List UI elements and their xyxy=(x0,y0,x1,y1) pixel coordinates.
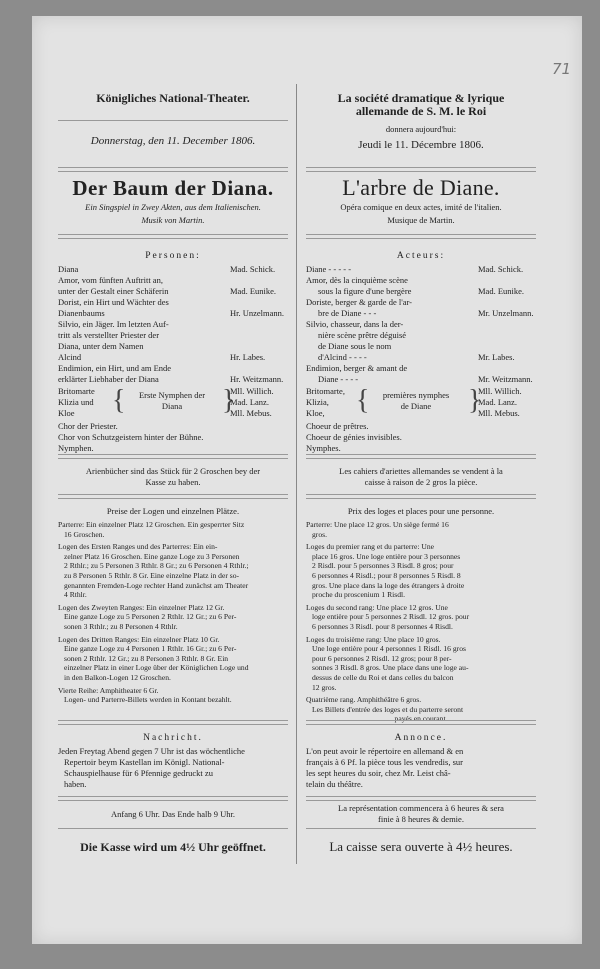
cast-row xyxy=(58,319,288,330)
chorus-line: Choeur de génies invisibles. xyxy=(306,432,402,442)
role: Alcind xyxy=(58,352,82,362)
divider xyxy=(306,494,536,499)
music-fr: Musique de Martin. xyxy=(387,215,455,225)
actor: Mr. Labes. xyxy=(478,352,515,362)
start-time-de: Anfang 6 Uhr. Das Ende halb 9 Uhr. xyxy=(111,809,235,819)
cast-row xyxy=(306,374,536,385)
notice-heading-de: Nachricht. xyxy=(143,733,203,743)
role: Amor, dès la cinquième scène xyxy=(306,275,408,285)
persons-heading: Personen: xyxy=(145,251,201,261)
actor: Mr. Weitzmann. xyxy=(478,374,533,384)
price-block: Quatrième rang. Amphithéâtre 6 gros. Les Billets d'entrée des loges et du parterre seront payés en courant. xyxy=(306,695,464,724)
start-time-fr: La représentation commencera à 6 heures & sera finie à 8 heures & demie. xyxy=(338,803,504,824)
role: sous la figure d'une bergère xyxy=(318,286,412,296)
chorus-line: Chor der Priester. xyxy=(58,421,118,431)
role: Diane - - - - - xyxy=(306,264,352,274)
nymphs-group-de xyxy=(58,386,288,419)
role: Dianenbaums xyxy=(58,308,105,318)
divider xyxy=(58,454,288,459)
cast-row xyxy=(58,363,288,374)
nymph-name: Britomarte xyxy=(58,386,95,396)
price-block: Loges du second rang: Une place 12 gros. Une loge entière pour 5 personnes 2 Risdl. 12 gros. pour 6 personnes 3 Risdl. pour 8 personnes 4 Risdl. xyxy=(306,602,470,631)
divider xyxy=(306,167,536,172)
role: Doriste, berger & garde de l'ar- xyxy=(306,297,412,307)
cast-row xyxy=(58,275,288,286)
nymph-desc: Diana xyxy=(161,401,183,411)
cast-row xyxy=(306,286,536,297)
role: Diana xyxy=(58,264,79,274)
nymph-desc: premières nymphes xyxy=(382,390,450,400)
notice-fr: L'on peut avoir le répertoire en allemand & en français à 6 Pf. la pièce tous les vendredis, sur les sept heures du soir, chez Mr. Leist châ- telain du théâtre. xyxy=(306,746,464,789)
cast-row xyxy=(306,341,536,352)
role: Endimion, ein Hirt, und am Ende xyxy=(58,363,172,373)
role: Diana, unter dem Namen xyxy=(58,341,144,351)
prices-fr xyxy=(306,520,536,724)
nymphs-group-fr xyxy=(306,386,536,419)
price-block: Vierte Reihe: Amphitheater 6 Gr. Logen- und Parterre-Billets werden in Kontant bezahlt. xyxy=(58,685,232,705)
cast-row xyxy=(306,275,536,286)
cast-row xyxy=(58,352,288,363)
cast-row xyxy=(58,341,288,352)
divider xyxy=(306,828,536,829)
nymph-name: Kloe xyxy=(58,408,75,418)
price-block: Logen des Dritten Ranges: Ein einzelner Platz 10 Gr. Eine ganze Loge zu 4 Personen 1 Rthlr. 16 Gr.; zu 6 Per- sonen 2 Rthlr. 12 Gr.; zu 8 Personen 3 Rthlr. 8 Gr. Ein einzelner Platz in einer Loge über der Königlichen Loge und in den Balkon-Logen 12 Groschen. xyxy=(58,634,249,682)
cast-row xyxy=(306,297,536,308)
music-de: Musik von Martin. xyxy=(141,215,205,225)
donnera-fr: donnera aujourd'hui: xyxy=(385,124,457,134)
cast-row xyxy=(58,297,288,308)
actor: Mll. Willich. xyxy=(478,386,522,396)
title-de: Der Baum der Diana. xyxy=(72,176,274,200)
arias-note-de: Arienbücher sind das Stück für 2 Groschen bey der Kasse zu haben. xyxy=(85,466,261,487)
prices-heading-fr: Prix des loges et places pour une personne. xyxy=(347,506,495,516)
divider xyxy=(306,234,536,239)
role: erklärter Liebhaber der Diana xyxy=(58,374,159,384)
notice-de: Jeden Freytag Abend gegen 7 Uhr ist das wöchentliche Repertoir beym Kastellan im Königl. National- Schauspielhause für 6 Pfennige gedruckt zu haben. xyxy=(58,746,245,789)
subtitle-fr: Opéra comique en deux actes, imité de l'italien. xyxy=(340,202,502,212)
price-block: Logen des Zweyten Ranges: Ein einzelner Platz 12 Gr. Eine ganze Loge zu 5 Personen 2 Rthlr. 12 Gr.; zu 6 Per- sonen 3 Rthlr.; zu 8 Personen 4 Rthlr. xyxy=(58,602,237,631)
price-block: Loges du premier rang et du parterre: Une place 16 gros. Une loge entière pour 3 personnes 2 Risdl. pour 5 personnes 3 Risdl. 8 gros; pour 6 personnes 4 Risdl.; pour 8 personnes 5 Risdl. 8 gros. Une place dans la loge des étrangers à droite proche du proscenium 1 Risdl. xyxy=(306,542,465,600)
theatre-name-de: Königliches National-Theater. xyxy=(96,91,250,105)
nymph-desc: Erste Nymphen der xyxy=(138,390,206,400)
cast-list-fr xyxy=(306,264,536,385)
divider xyxy=(58,167,288,172)
chorus-de xyxy=(58,421,288,454)
brace-icon: } xyxy=(468,385,482,416)
chorus-line: Choeur de prêtres. xyxy=(306,421,369,431)
role: nière scène prêtre déguisé xyxy=(318,330,407,340)
actor: Mad. Eunike. xyxy=(478,286,525,296)
prices-de xyxy=(58,520,288,705)
price-block: Loges du troisième rang: Une place 10 gros. Une loge entière pour 4 personnes 1 Risdl. 16 gros pour 6 personnes 2 Risdl. 12 gros; pour 8 per- sonnes 3 Risdl. 8 gros. Une place dans une loge au- dessus de celle du Roi et dans celles du balcon 12 gros. xyxy=(306,634,469,692)
divider xyxy=(58,494,288,499)
actor: Mll. Mebus. xyxy=(230,408,272,418)
actor: Mll. Willich. xyxy=(230,386,274,396)
cast-row xyxy=(58,330,288,341)
chorus-line: Nymphes. xyxy=(306,443,341,453)
notice-heading-fr: Annonce. xyxy=(394,733,448,743)
divider xyxy=(58,234,288,239)
cast-row xyxy=(306,330,536,341)
role: de Diane sous le nom xyxy=(318,341,392,351)
actor: Hr. Labes. xyxy=(230,352,266,362)
theatre-name-fr: La société dramatique & lyrique allemande de S. M. le Roi xyxy=(337,91,505,118)
cast-row xyxy=(306,352,536,363)
price-block: Parterre: Une place 12 gros. Un siège fermé 16 gros. xyxy=(306,520,449,539)
role: Silvio, ein Jäger. Im letzten Auf- xyxy=(58,319,169,329)
column-divider xyxy=(296,84,297,864)
cast-row xyxy=(306,319,536,330)
actor: Hr. Unzelmann. xyxy=(230,308,285,318)
divider xyxy=(58,828,288,829)
divider xyxy=(58,720,288,725)
role: d'Alcind - - - - xyxy=(318,352,367,362)
prices-heading-de: Preise der Logen und einzelnen Plätze. xyxy=(106,506,240,516)
title-fr: L'arbre de Diane. xyxy=(342,175,500,200)
cast-row xyxy=(58,286,288,297)
nymph-desc: de Diane xyxy=(400,401,432,411)
arias-note-fr: Les cahiers d'ariettes allemandes se vendent à la caisse à raison de 2 gros la pièce. xyxy=(339,466,503,487)
divider xyxy=(306,720,536,725)
actor: Mll. Mebus. xyxy=(478,408,520,418)
price-block: Logen des Ersten Ranges und des Parterres: Ein ein- zelner Platz 16 Groschen. Eine ganze Loge zu 3 Personen 2 Rthlr.; zu 5 Personen 3 Rthlr. 8 Gr.; zu 6 Personen 4 Rthlr.; zu 8 Personen 5 Rthlr. 8 Gr. Eine einzelne Platz in der so- genannten Fremden-Loge rechter Hand zunächst am Theater 4 Rthlr. xyxy=(58,542,249,600)
role: Dorist, ein Hirt und Wächter des xyxy=(58,297,169,307)
nymph-name: Kloe, xyxy=(306,408,325,418)
chorus-fr xyxy=(306,421,536,454)
actor: Mad. Lanz. xyxy=(230,397,269,407)
price-block: Parterre: Ein einzelner Platz 12 Groschen. Ein gesperrter Sitz 16 Groschen. xyxy=(58,520,245,539)
date-fr: Jeudi le 11. Décembre 1806. xyxy=(358,139,484,151)
cast-row xyxy=(306,363,536,374)
cast-row xyxy=(58,264,288,275)
box-office-fr: La caisse sera ouverte à 4½ heures. xyxy=(329,839,513,854)
cast-row xyxy=(58,308,288,319)
cast-row xyxy=(306,264,536,275)
actors-heading: Acteurs: xyxy=(396,251,446,261)
role: Endimion, berger & amant de xyxy=(306,363,408,373)
actor: Mad. Schick. xyxy=(478,264,524,274)
role: unter der Gestalt einer Schäferin xyxy=(58,286,169,296)
role: Diane - - - - xyxy=(318,374,359,384)
divider xyxy=(58,796,288,801)
page-number: 71 xyxy=(552,60,572,78)
date-de: Donnerstag, den 11. December 1806. xyxy=(90,135,256,147)
chorus-line: Nymphen. xyxy=(58,443,94,453)
actor: Mad. Eunike. xyxy=(230,286,277,296)
actor: Hr. Weitzmann. xyxy=(230,374,284,384)
nymph-name: Klizia und xyxy=(58,397,94,407)
chorus-line: Chor von Schutzgeistern hinter der Bühne. xyxy=(58,432,204,442)
role: bre de Diane - - - xyxy=(318,308,377,318)
actor: Mad. Schick. xyxy=(230,264,276,274)
divider xyxy=(58,120,288,121)
actor: Mad. Lanz. xyxy=(478,397,517,407)
actor: Mr. Unzelmann. xyxy=(478,308,534,318)
role: tritt als verstellter Priester der xyxy=(58,330,160,340)
role: Amor, vom fünften Auftritt an, xyxy=(58,275,163,285)
cast-row xyxy=(306,308,536,319)
subtitle-de: Ein Singspiel in Zwey Akten, aus dem Italienischen. xyxy=(85,202,261,212)
cast-row xyxy=(58,374,288,385)
box-office-de: Die Kasse wird um 4½ Uhr geöffnet. xyxy=(80,840,266,854)
nymph-name: Klizia, xyxy=(306,397,329,407)
brace-icon: { xyxy=(112,385,126,416)
divider xyxy=(306,454,536,459)
brace-icon: { xyxy=(356,385,370,416)
role: Silvio, chasseur, dans la der- xyxy=(306,319,404,329)
brace-icon: } xyxy=(222,385,236,416)
nymph-name: Britomarte, xyxy=(306,386,345,396)
cast-list-de xyxy=(58,264,288,385)
divider xyxy=(306,796,536,801)
